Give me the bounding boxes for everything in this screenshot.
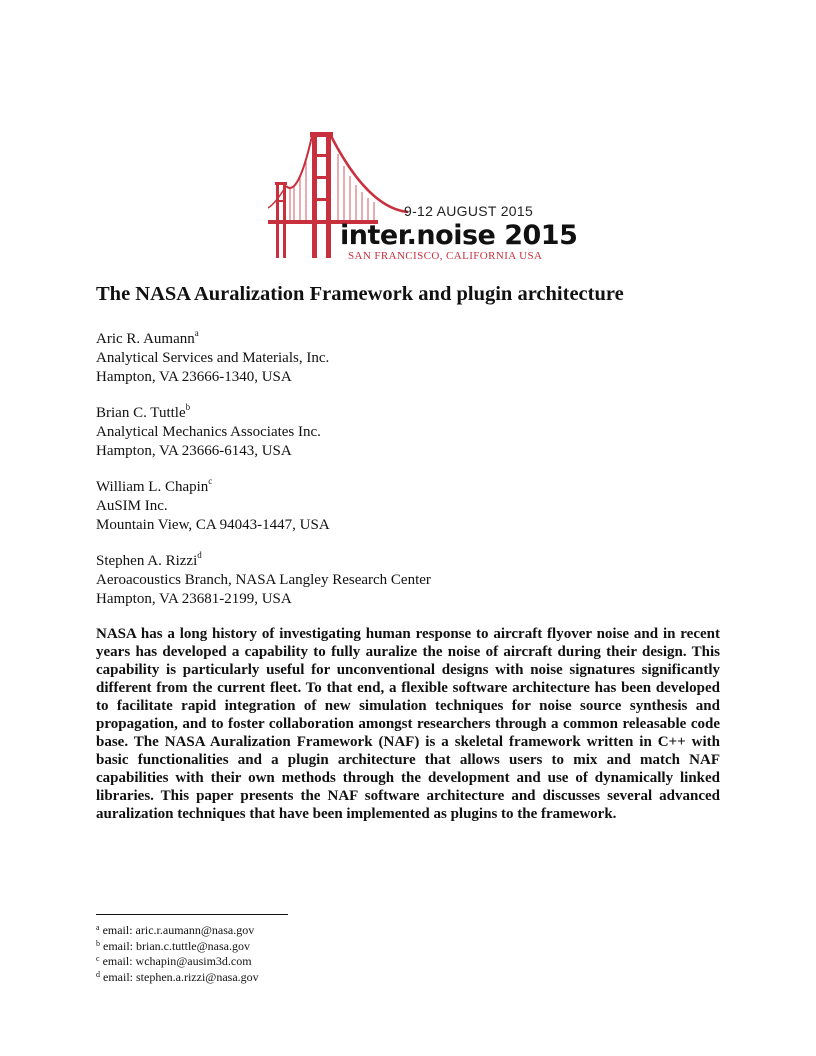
author-affiliation: AuSIM Inc. xyxy=(96,498,168,514)
author-footnote-mark: c xyxy=(208,476,213,486)
footnote: $^c$ email: wchapin@ausim3d.com xyxy=(96,954,252,968)
author-address: Hampton, VA 23666-6143, USA xyxy=(96,443,292,459)
author-name: Brian C. Tuttle$^b$ xyxy=(96,402,191,421)
author-footnote-mark: d xyxy=(197,550,202,560)
footnote: $^a$ email: aric.r.aumann@nasa.gov xyxy=(96,923,255,937)
author-footnote-mark: b xyxy=(185,402,191,412)
author-affiliation: Aeroacoustics Branch, NASA Langley Research Center xyxy=(96,572,431,588)
conference-date: 9-12 AUGUST 2015 xyxy=(404,203,534,219)
paper-title: The NASA Auralization Framework and plugin architecture xyxy=(96,283,624,305)
footnote-divider xyxy=(96,914,288,915)
author-footnote-mark: a xyxy=(194,328,199,338)
author-block xyxy=(96,478,330,535)
author-block xyxy=(96,330,329,387)
abstract: NASA has a long history of investigating human response to aircraft flyover noise and in recent years has developed a capability to fully auralize the noise of aircraft during their design. This capability is particularly useful for unconventional designs with noise signatures significantly different from the current fleet. To that end, a flexible software architecture has been developed to facilitate rapid integration of new simulation techniques for noise source synthesis and propagation, and to foster collaboration amongst researchers through a common releasable code base. The NASA Auralization Framework (NAF) is a skeletal framework written in C++ with basic functionalities and a plugin architecture that allows users to mix and match NAF capabilities with their own methods through the development and use of dynamically linked libraries. This paper presents the NAF software architecture and discusses several advanced auralization techniques that have been implemented as plugins to the framework. xyxy=(96,626,720,822)
author-address: Hampton, VA 23666-1340, USA xyxy=(96,369,292,385)
author-address: Hampton, VA 23681-2199, USA xyxy=(96,591,292,607)
author-name: William L. Chapin$^c$ xyxy=(96,476,213,495)
author-name: Stephen A. Rizzi$^d$ xyxy=(96,550,202,569)
footnote: $^d$ email: stephen.a.rizzi@nasa.gov xyxy=(96,969,259,984)
author-block xyxy=(96,552,431,609)
author-name: Aric R. Aumann$^a$ xyxy=(96,328,199,347)
conference-name: inter.noise 2015 xyxy=(340,220,578,251)
footnotes xyxy=(96,923,259,985)
author-block xyxy=(96,404,321,461)
author-address: Mountain View, CA 94043-1447, USA xyxy=(96,517,330,533)
author-affiliation: Analytical Services and Materials, Inc. xyxy=(96,350,330,366)
author-affiliation: Analytical Mechanics Associates Inc. xyxy=(96,424,321,440)
footnote: $^b$ email: brian.c.tuttle@nasa.gov xyxy=(96,938,251,953)
conference-location: SAN FRANCISCO, CALIFORNIA USA xyxy=(348,250,543,262)
